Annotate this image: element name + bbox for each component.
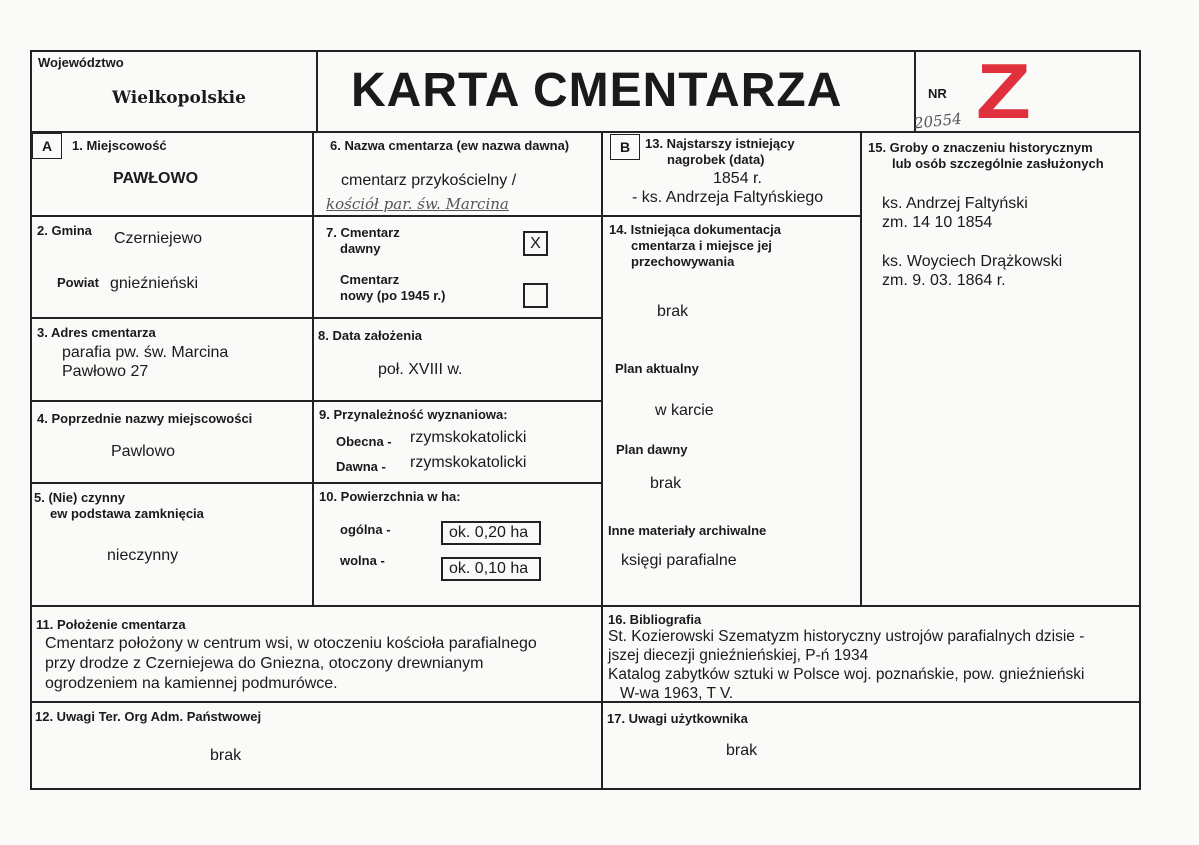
section-a-badge: A [32, 133, 62, 159]
wolna-label: wolna - [340, 553, 385, 568]
obecna-value: rzymskokatolicki [410, 429, 527, 446]
f14-label-3: przechowywania [631, 254, 735, 269]
f13-label-2: nagrobek (data) [667, 152, 765, 167]
f16-line2: jszej diecezji gnieźnieńskiej, P-ń 1934 [608, 647, 869, 664]
plan-dawny-label: Plan dawny [616, 442, 688, 457]
wojewodztwo-value: Wielkopolskie [112, 88, 246, 108]
f3-line1: parafia pw. św. Marcina [62, 344, 229, 361]
f16-line1: St. Kozierowski Szematyzm historyczny ustrojów parafialnych dzisie - [608, 628, 1085, 645]
f17-label: 17. Uwagi użytkownika [607, 711, 748, 726]
f11-line1: Cmentarz położony w centrum wsi, w otoczeniu kościoła parafialnego [45, 635, 537, 652]
f3-label: 3. Adres cmentarza [37, 325, 156, 340]
f14-label-1: 14. Istniejąca dokumentacja [609, 222, 781, 237]
grave-1-date: zm. 14 10 1854 [882, 214, 993, 231]
f5-label-2: ew podstawa zamknięcia [50, 506, 204, 521]
f14-label-2: cmentarza i miejsce jej [631, 238, 772, 253]
f12-value: brak [210, 747, 242, 764]
grave-2-date: zm. 9. 03. 1864 r. [882, 272, 1006, 289]
cmentarz-dawny-checkbox[interactable]: X [523, 231, 548, 256]
f6-label: 6. Nazwa cmentarza (ew nazwa dawna) [330, 138, 570, 153]
f2-label: 2. Gmina [37, 223, 92, 238]
dawna-value: rzymskokatolicki [410, 454, 527, 471]
section-b-badge: B [610, 134, 640, 160]
cmentarz-nowy-checkbox[interactable] [523, 283, 548, 308]
inne-materialy-label: Inne materiały archiwalne [608, 523, 767, 538]
f6-value: cmentarz przykościelny / [341, 172, 517, 189]
f7-nowy-label-1: Cmentarz [340, 272, 400, 287]
f11-label: 11. Położenie cmentarza [36, 617, 186, 632]
f8-label: 8. Data założenia [318, 328, 423, 343]
f15-label-2: lub osób szczególnie zasłużonych [892, 156, 1104, 171]
f13-person: - ks. Andrzeja Faltyńskiego [632, 189, 824, 206]
wojewodztwo-label: Województwo [38, 55, 124, 70]
f13-label-1: 13. Najstarszy istniejący [645, 136, 795, 151]
f4-value: Pawlowo [111, 443, 176, 460]
f5-label-1: 5. (Nie) czynny [34, 490, 126, 505]
obecna-label: Obecna - [336, 434, 392, 449]
ogolna-label: ogólna - [340, 522, 391, 537]
wolna-value-box: ok. 0,10 ha [441, 557, 541, 581]
f14-value: brak [657, 303, 689, 320]
f11-line3: ogrodzeniem na kamiennej podmurówce. [45, 675, 338, 692]
f1-value: PAWŁOWO [113, 170, 199, 187]
dawna-label: Dawna - [336, 459, 386, 474]
nr-label: NR [928, 86, 947, 101]
f12-label: 12. Uwagi Ter. Org Adm. Państwowej [35, 709, 262, 724]
f4-label: 4. Poprzednie nazwy miejscowości [37, 411, 253, 426]
f7-nowy-label-2: nowy (po 1945 r.) [340, 288, 446, 303]
f16-label: 16. Bibliografia [608, 612, 702, 627]
powiat-value: gnieźnieński [110, 275, 199, 292]
page-title: KARTA CMENTARZA [351, 64, 843, 117]
f17-value: brak [726, 742, 758, 759]
nr-handwritten: 20554 [913, 109, 963, 133]
f5-value: nieczynny [107, 547, 179, 564]
f13-date: 1854 r. [713, 170, 762, 187]
f3-line2: Pawłowo 27 [62, 363, 149, 380]
f1-label: 1. Miejscowość [72, 138, 167, 153]
nr-stamp: Z [976, 47, 1031, 135]
f8-value: poł. XVIII w. [378, 361, 463, 378]
f7-label-2: dawny [340, 241, 381, 256]
f11-line2: przy drodze z Czerniejewa do Gniezna, otoczony drewnianym [45, 655, 484, 672]
f15-label-1: 15. Groby o znaczeniu historycznym [868, 140, 1093, 155]
powiat-label: Powiat [57, 275, 99, 290]
f7-label-1: 7. Cmentarz [326, 225, 400, 240]
grave-2-name: ks. Woyciech Drążkowski [882, 253, 1063, 270]
inne-materialy-value: księgi parafialne [621, 552, 737, 569]
plan-dawny-value: brak [650, 475, 682, 492]
f2-value: Czerniejewo [114, 230, 203, 247]
f16-line3: Katalog zabytków sztuki w Polsce woj. poznańskie, pow. gnieźnieński [608, 666, 1085, 683]
f10-label: 10. Powierzchnia w ha: [319, 489, 461, 504]
f16-line4: W-wa 1963, T V. [620, 685, 734, 702]
f9-label: 9. Przynależność wyznaniowa: [319, 407, 508, 422]
plan-aktualny-label: Plan aktualny [615, 361, 699, 376]
plan-aktualny-value: w karcie [655, 402, 714, 419]
grave-1-name: ks. Andrzej Faltyński [882, 195, 1028, 212]
f6-handwritten: kościół par. św. Marcina [326, 195, 509, 213]
ogolna-value-box: ok. 0,20 ha [441, 521, 541, 545]
